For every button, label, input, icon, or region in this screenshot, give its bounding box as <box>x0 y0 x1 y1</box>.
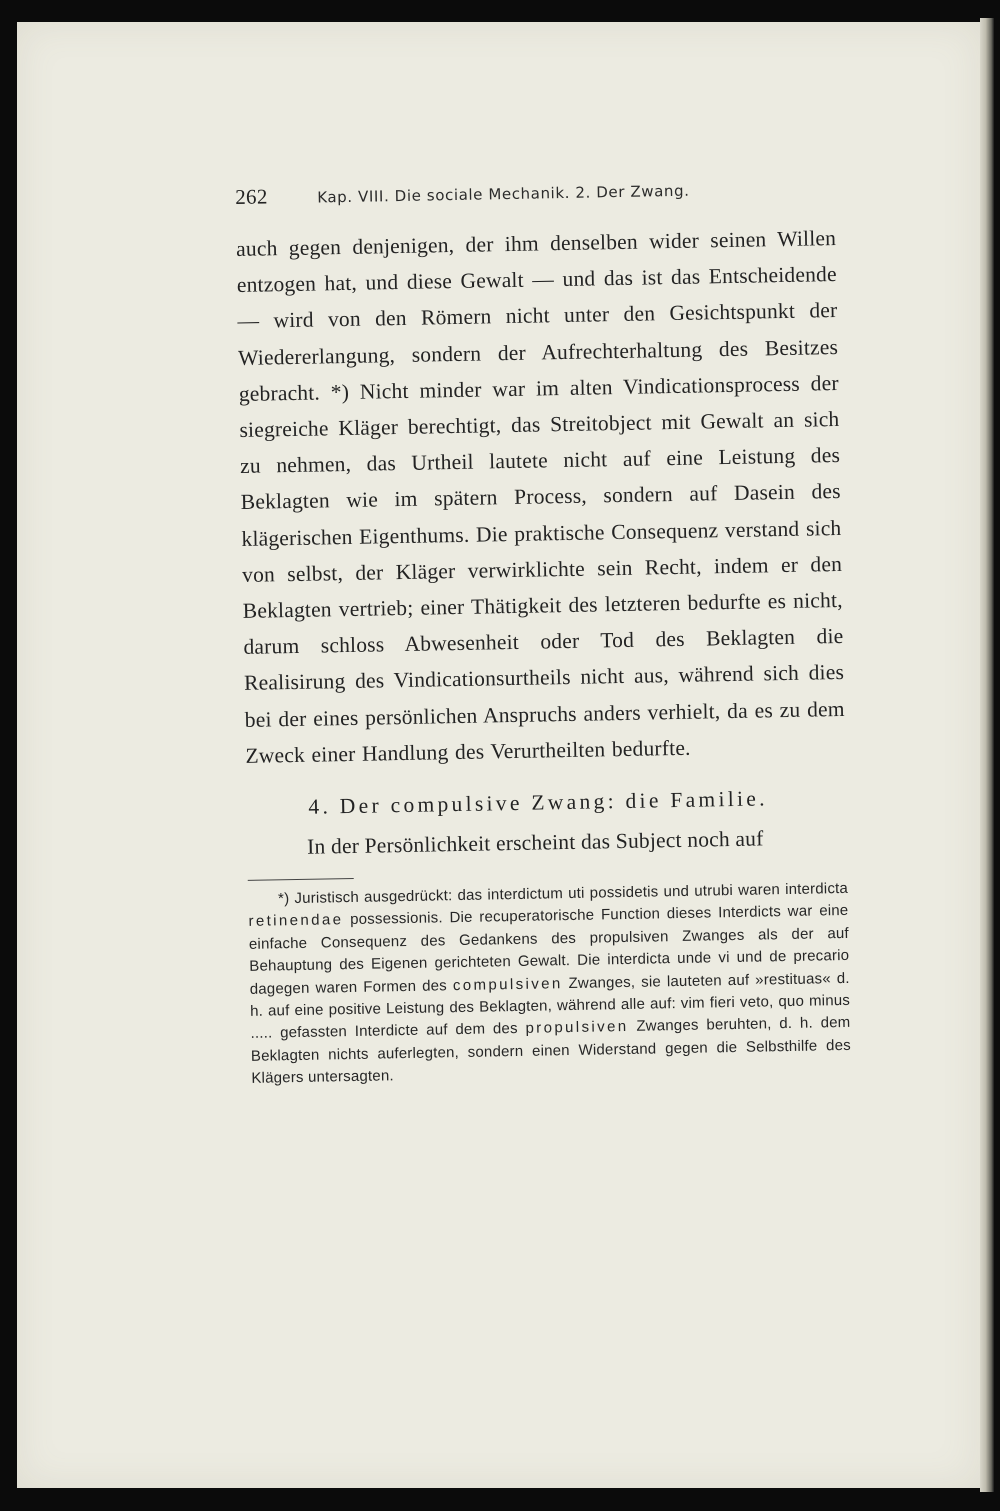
footnote-text-3: Zwanges, sie lauteten auf »restituas« d. h. auf eine positive Leistung des Beklagten, während alle auf: vim fieri veto, quo minus ..... gefassten Interdicte auf dem des <box>249 969 851 1043</box>
body-paragraph: auch gegen denjenigen, der ihm denselben wider seinen Willen entzogen hat, und diese Gewalt — und das ist das Entscheidende — wird von den Römern nicht unter den Gesichtspunkt der Wiedererlangung, sondern der Aufrechterhaltung des Besitzes gebracht. *) Nicht minder war im alten Vindicationsprocess der siegreiche Kläger berechtigt, das Streitobject mit Gewalt an sich zu nehmen, das Urtheil lautete nicht auf eine Leistung des Beklagten wie im spätern Process, sondern auf Dasein des klägerischen Eigenthums. Die praktische Consequenz verstand sich von selbst, der Kläger verwirklichte sein Recht, indem er den Beklagten vertrieb; einer Thätigkeit des letzteren bedurfte es nicht, darum schloss Abwesenheit oder Tod des Beklagten die Realisirung des Vindicationsurtheils nicht aus, während sich dies bei der eines persönlichen Anspruchs anders verhielt, da es zu dem Zweck einer Handlung des Verurtheilten bedurfte. <box>235 225 845 768</box>
footnote-indent <box>248 903 278 904</box>
footnote-marker: *) <box>277 890 290 908</box>
footnote-spaced-3: propulsiven <box>525 1018 629 1038</box>
continuation-line: In der Persönlichkeit erscheint das Subject noch auf <box>306 826 764 859</box>
footnote-text-1: Juristisch ausgedrückt: das interdictum uti possidetis und utrubi waren interdicta <box>294 879 849 908</box>
footnote-text-4: Zwanges beruhten, d. h. dem Beklagten nichts auferlegten, sondern einen Widerstand gegen die Selbsthilfe des Klägers untersagten. <box>250 1014 852 1088</box>
text-block <box>235 174 851 1091</box>
page-edge <box>980 18 994 1492</box>
section-heading: 4. Der compulsive Zwang: die Familie. <box>308 786 769 819</box>
footnote-rule <box>248 878 354 881</box>
footnote-spaced-2: compulsiven <box>452 974 563 994</box>
main-text <box>236 220 846 774</box>
footnote <box>248 878 852 1091</box>
running-title: Kap. VIII. Die sociale Mechanik. 2. Der Zwang. <box>317 181 690 207</box>
footnote-spaced-1: retinendae <box>248 911 344 931</box>
footnote-text-2: possessionis. Die recuperatorische Function dieses Interdicts war eine einfache Consequenz des Gedankens des propulsiven Zwanges als der auf Behauptung des Eigenen gerichteten Gewalt. Die interdicta unde vi und de precario dagegen waren Formen des <box>248 902 850 998</box>
page-number: 262 <box>235 184 268 209</box>
